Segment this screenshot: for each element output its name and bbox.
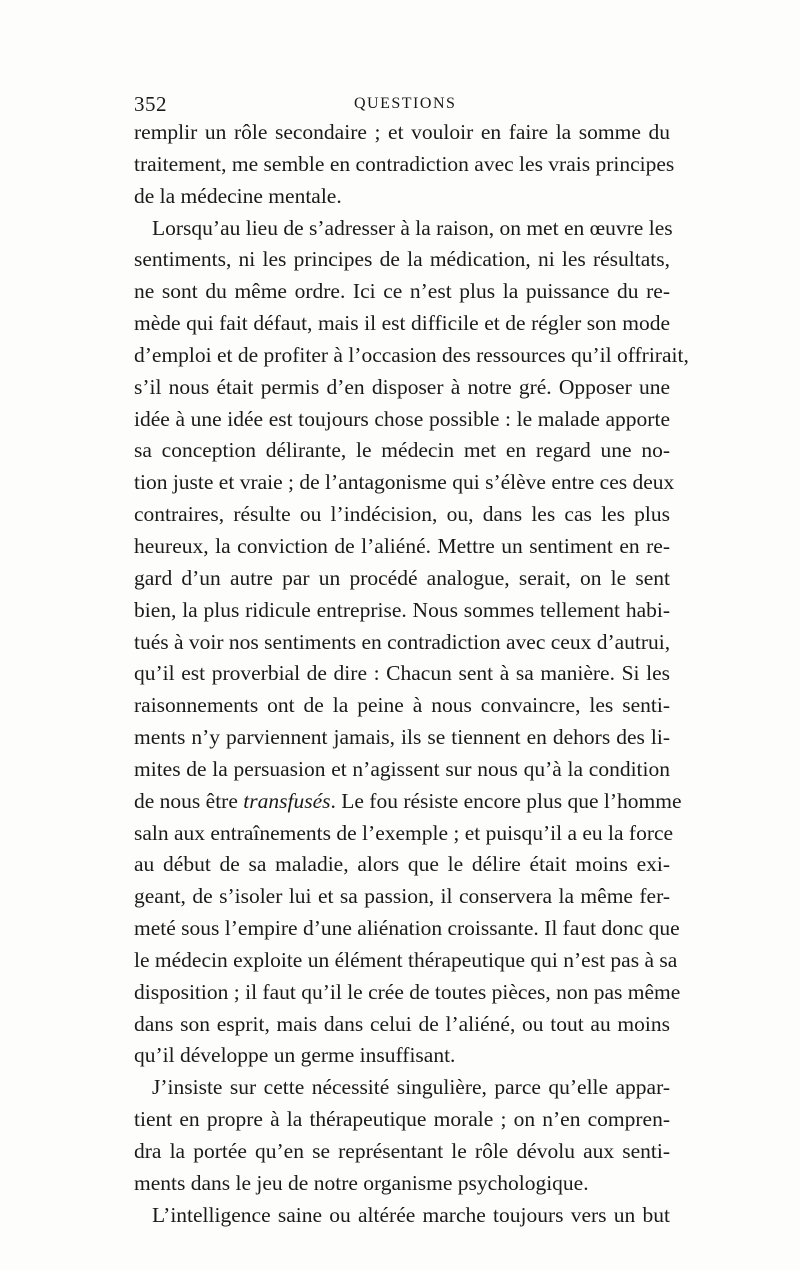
text-line: dra la portée qu’en se représentant le rôle dévolu aux senti-	[134, 1139, 670, 1163]
text-line: tient en propre à la thérapeutique morale ; on n’en compren-	[134, 1107, 670, 1132]
text-line: qu’il développe un germe insuffisant.	[134, 1043, 456, 1068]
text-line: bien, la plus ridicule entreprise. Nous sommes tellement habi-	[134, 597, 670, 622]
text-line: tion juste et vraie ; de l’antagonisme qui s’élève entre ces deux	[134, 470, 675, 495]
text-line: ne sont du même ordre. Ici ce n’est plus la puissance du re-	[134, 279, 670, 304]
text-line: s’il nous était permis d’en disposer à notre gré. Opposer une	[134, 374, 670, 399]
text-line: ments dans le jeu de notre organisme psychologique.	[134, 1170, 589, 1195]
text-line: heureux, la conviction de l’aliéné. Mettre un sentiment en re-	[134, 533, 670, 558]
text-line: raisonnements ont de la peine à nous convaincre, les senti-	[134, 693, 670, 718]
page-number: 352	[134, 92, 167, 116]
italic-word: transfusés	[243, 788, 331, 813]
text-line: ments n’y parviennent jamais, ils se tiennent en dehors des li-	[134, 725, 670, 750]
text-line: mède qui fait défaut, mais il est difficile et de régler son mode	[134, 311, 670, 336]
text-line: geant, de s’isoler lui et sa passion, il conservera la même fer-	[134, 884, 670, 909]
text-fragment: . Le fou résiste encore plus que l’homme	[330, 788, 682, 813]
text-line: le médecin exploite un élément thérapeutique qui n’est pas à sa	[134, 947, 678, 972]
text-line: d’emploi et de profiter à l’occasion des ressources qu’il offrirait,	[134, 342, 689, 367]
running-title: QUESTIONS	[354, 95, 457, 112]
text-line: de la médecine mentale.	[134, 183, 342, 208]
text-line: remplir un rôle secondaire ; et vouloir en faire la somme du	[134, 120, 670, 144]
text-line: traitement, me semble en contradiction avec les vrais principes	[134, 151, 675, 176]
text-line: L’intelligence saine ou altérée marche toujours vers un but	[152, 1202, 670, 1227]
text-line: meté sous l’empire d’une aliénation croissante. Il faut donc que	[134, 916, 680, 941]
text-line: disposition ; il faut qu’il le crée de toutes pièces, non pas même	[134, 979, 681, 1004]
text-line: dans son esprit, mais dans celui de l’aliéné, ou tout au moins	[134, 1011, 670, 1036]
body-text	[134, 117, 689, 1232]
text-line: contraires, résulte ou l’indécision, ou, dans les cas les plus	[134, 502, 670, 527]
text-line: sa conception délirante, le médecin met en regard une no-	[134, 438, 670, 463]
text-line-with-italic	[134, 786, 682, 818]
text-line: saln aux entraînements de l’exemple ; et puisqu’il a eu la force	[134, 820, 674, 845]
text-line: gard d’un autre par un procédé analogue, serait, on le sent	[134, 565, 670, 590]
text-line: tués à voir nos sentiments en contradiction avec ceux d’autrui,	[134, 629, 671, 654]
text-line: au début de sa maladie, alors que le délire était moins exi-	[134, 852, 670, 877]
text-line: sentiments, ni les principes de la médication, ni les résultats,	[134, 247, 670, 272]
page-header	[134, 92, 670, 120]
text-line: Lorsqu’au lieu de s’adresser à la raison, on met en œuvre les	[152, 215, 673, 240]
text-fragment: de nous être	[134, 788, 238, 813]
text-line: qu’il est proverbial de dire : Chacun sent à sa manière. Si les	[134, 661, 670, 686]
text-line: J’insiste sur cette nécessité singulière, parce qu’elle appar-	[152, 1075, 670, 1100]
text-line: idée à une idée est toujours chose possible : le malade apporte	[134, 406, 670, 431]
text-line: mites de la persuasion et n’agissent sur nous qu’à la condition	[134, 756, 670, 781]
